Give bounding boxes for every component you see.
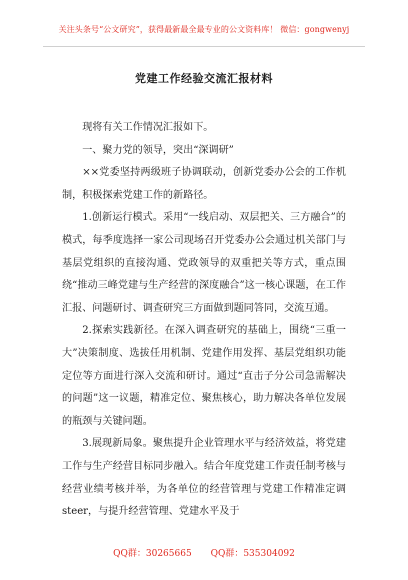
paragraph-item-1: 1.创新运行模式。采用“一线启动、双层把关、三方融合”的模式，每季度选择一家公司现场召开党委办公会通过机关部门与基层党组织的直接沟通、党政领导的双重把关等方式，重点围绕“推动三峰党建与生产经营的深度融合”这一核心课题，在工作汇报、问题研讨、调查研究三方面做到题同答同，交流互通。: [62, 212, 346, 314]
paragraph-section-1-intro: ××党委坚持两级班子协调联动，创新党委办公会的工作机制，积极探索党建工作的新路径。: [62, 167, 346, 201]
section-heading-1: 一、聚力党的领导，突出“深调研”: [82, 144, 234, 156]
paragraph-item-3: 3.展现新局象。聚焦提升企业管理水平与经济效益，将党建工作与生产经营目标同步融入。结合年度党建工作责任制考核与经营业绩考核并举，为各单位的经营管理与党建工作精准定调steer，与提升经营管理、党建水平及于: [62, 438, 346, 518]
footer-qq-group-2: QQ群：535304092: [210, 549, 295, 559]
footer-qq-group-1: QQ群：30265665: [113, 549, 192, 559]
header-banner: 关注头条号“公文研究”，获得最新最全最专业的公文资料库！ 微信：gongwenyj: [58, 25, 350, 34]
footer-qq-groups: [0, 546, 408, 559]
document-body: [62, 117, 346, 524]
paragraph-intro: 现将有关工作情况汇报如下。: [82, 122, 214, 133]
header-divider: [43, 46, 365, 47]
document-title: 党建工作经验交流汇报材料: [135, 72, 273, 85]
paragraph-item-2: 2.探索实践新径。在深入调查研究的基础上，围绕“三重一大”决策制度、选拔任用机制、党建作用发挥、基层党组织功能定位等方面进行深入交流和研讨。通过“直击子分公司急需解决的问题”这一议题，精准定位、聚焦核心，助力解决各单位发展的瓶颈与关键问题。: [62, 325, 346, 427]
